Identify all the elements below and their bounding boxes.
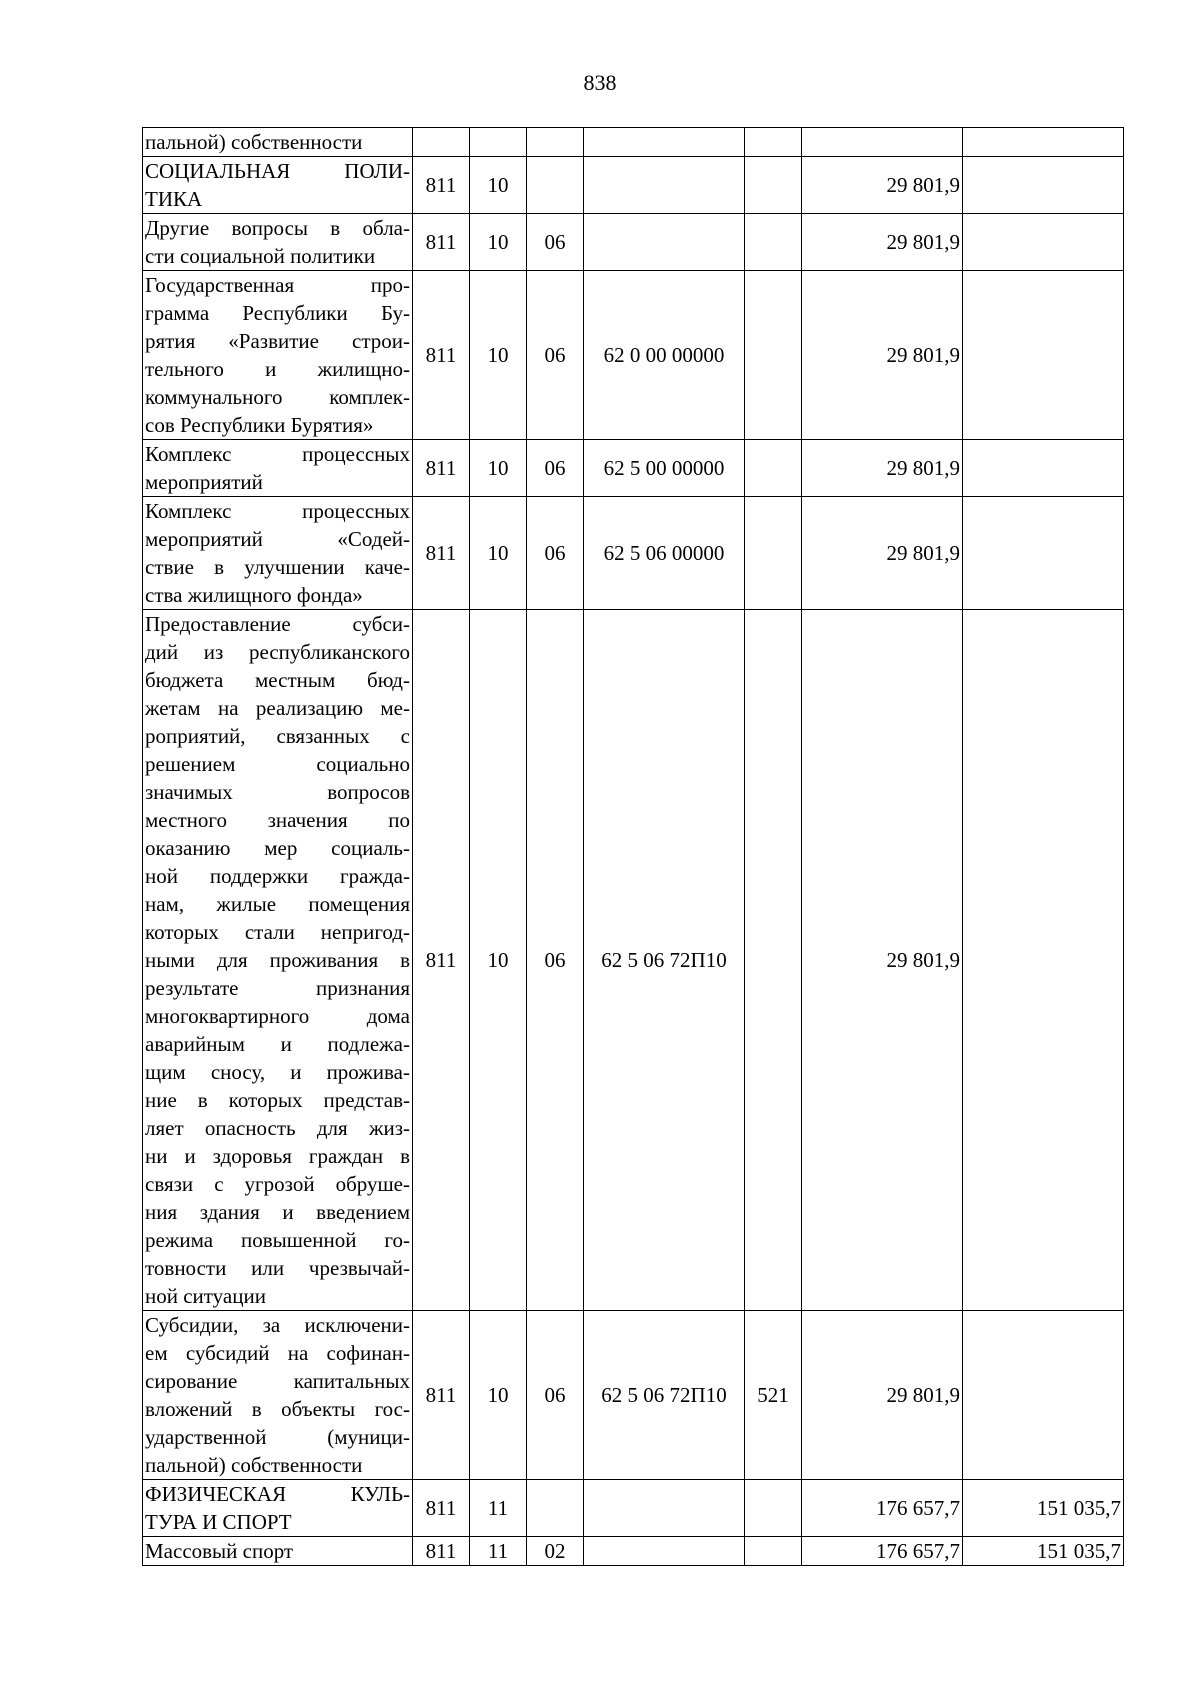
page-number: 838	[583, 70, 617, 95]
code-expense-type-cell	[745, 214, 802, 271]
code-ministry-cell: 811	[413, 1480, 470, 1537]
row-name-line: вложений в объекты гос-	[145, 1397, 410, 1421]
row-name-line: товности или чрезвычай-	[145, 1256, 410, 1280]
table-row	[143, 128, 1124, 157]
code-target-article-cell: 62 5 06 72П10	[584, 1311, 745, 1480]
row-name-line: аварийным и подлежа-	[145, 1032, 410, 1056]
code-target-article-cell: 62 5 06 72П10	[584, 610, 745, 1311]
code-target-article-cell	[584, 157, 745, 214]
code-section-cell: 11	[470, 1480, 527, 1537]
code-subsection-cell: 06	[527, 271, 584, 440]
code-ministry-cell: 811	[413, 157, 470, 214]
code-expense-type-cell: 521	[745, 1311, 802, 1480]
code-target-article-cell	[584, 128, 745, 157]
code-ministry-cell: 811	[413, 214, 470, 271]
code-section-cell: 10	[470, 610, 527, 1311]
code-expense-type-cell	[745, 610, 802, 1311]
code-ministry-cell: 811	[413, 440, 470, 497]
code-subsection-cell: 06	[527, 610, 584, 1311]
amount-year-2-cell	[963, 128, 1124, 157]
amount-year-1-cell: 29 801,9	[802, 214, 963, 271]
code-expense-type-cell	[745, 440, 802, 497]
table-row	[143, 1537, 1124, 1566]
code-target-article-cell	[584, 1480, 745, 1537]
row-name-line: нам, жилые помещения	[145, 892, 410, 916]
amount-year-2-cell: 151 035,7	[963, 1537, 1124, 1566]
row-name-line: дий из республиканского	[145, 640, 410, 664]
code-section-cell: 10	[470, 497, 527, 610]
row-name-cell	[143, 610, 413, 1311]
row-name-line: жетам на реализацию ме-	[145, 696, 410, 720]
row-name-line: режима повышенной го-	[145, 1228, 410, 1252]
row-name-line: Комплекс процессных	[145, 499, 410, 523]
row-name-line: ние в которых представ-	[145, 1088, 410, 1112]
row-name-line: ем субсидий на софинан-	[145, 1341, 410, 1365]
table-row	[143, 610, 1124, 1311]
row-name-line: грамма Республики Бу-	[145, 301, 410, 325]
amount-year-1-cell: 176 657,7	[802, 1537, 963, 1566]
row-name-cell	[143, 1537, 413, 1566]
table-row	[143, 497, 1124, 610]
amount-year-2-cell	[963, 497, 1124, 610]
code-section-cell: 10	[470, 214, 527, 271]
code-ministry-cell: 811	[413, 1537, 470, 1566]
row-name-line: Массовый спорт	[145, 1539, 294, 1563]
row-name-cell	[143, 128, 413, 157]
row-name-line: ни и здоровья граждан в	[145, 1144, 410, 1168]
code-expense-type-cell	[745, 271, 802, 440]
row-name-cell	[143, 271, 413, 440]
row-name-line: пальной) собственности	[145, 130, 363, 154]
row-name-line: Субсидии, за исключени-	[145, 1313, 410, 1337]
code-ministry-cell: 811	[413, 271, 470, 440]
code-subsection-cell: 02	[527, 1537, 584, 1566]
code-ministry-cell: 811	[413, 497, 470, 610]
code-subsection-cell	[527, 128, 584, 157]
row-name-line: рятия «Развитие строи-	[145, 329, 410, 353]
code-section-cell: 10	[470, 271, 527, 440]
amount-year-2-cell	[963, 1311, 1124, 1480]
code-expense-type-cell	[745, 497, 802, 610]
row-name-cell	[143, 214, 413, 271]
row-name-line: Другие вопросы в обла-	[145, 216, 410, 240]
row-name-line: ния здания и введением	[145, 1200, 410, 1224]
table-row	[143, 440, 1124, 497]
row-name-line: ударственной (муници-	[145, 1425, 410, 1449]
row-name-line: которых стали непригод-	[145, 920, 410, 944]
amount-year-2-cell	[963, 610, 1124, 1311]
row-name-line: бюджета местным бюд-	[145, 668, 410, 692]
row-name-line: результате признания	[145, 976, 410, 1000]
amount-year-2-cell	[963, 214, 1124, 271]
row-name-line: сти социальной политики	[145, 244, 376, 268]
row-name-cell	[143, 440, 413, 497]
row-name-line: СОЦИАЛЬНАЯ ПОЛИ-	[145, 159, 410, 183]
code-target-article-cell	[584, 1537, 745, 1566]
row-name-line: ными для проживания в	[145, 948, 410, 972]
code-target-article-cell: 62 0 00 00000	[584, 271, 745, 440]
row-name-line: мероприятий «Содей-	[145, 527, 410, 551]
row-name-line: коммунального комплек-	[145, 385, 410, 409]
row-name-line: ТИКА	[145, 187, 203, 211]
amount-year-2-cell	[963, 440, 1124, 497]
code-target-article-cell: 62 5 00 00000	[584, 440, 745, 497]
code-expense-type-cell	[745, 1537, 802, 1566]
row-name-line: ТУРА И СПОРТ	[145, 1510, 292, 1534]
amount-year-1-cell: 176 657,7	[802, 1480, 963, 1537]
code-subsection-cell	[527, 1480, 584, 1537]
code-target-article-cell	[584, 214, 745, 271]
row-name-line: ляет опасность для жиз-	[145, 1116, 410, 1140]
amount-year-1-cell: 29 801,9	[802, 440, 963, 497]
code-ministry-cell	[413, 128, 470, 157]
code-expense-type-cell	[745, 1480, 802, 1537]
row-name-cell	[143, 157, 413, 214]
amount-year-1-cell: 29 801,9	[802, 610, 963, 1311]
code-subsection-cell: 06	[527, 214, 584, 271]
amount-year-2-cell: 151 035,7	[963, 1480, 1124, 1537]
row-name-cell	[143, 1311, 413, 1480]
row-name-line: мероприятий	[145, 470, 263, 494]
code-section-cell: 10	[470, 157, 527, 214]
row-name-line: сов Республики Бурятия»	[145, 413, 374, 437]
code-ministry-cell: 811	[413, 610, 470, 1311]
amount-year-1-cell: 29 801,9	[802, 271, 963, 440]
row-name-line: ной поддержки гражда-	[145, 864, 410, 888]
amount-year-1-cell: 29 801,9	[802, 1311, 963, 1480]
row-name-line: Комплекс процессных	[145, 442, 410, 466]
row-name-line: ной ситуации	[145, 1284, 266, 1308]
code-subsection-cell: 06	[527, 497, 584, 610]
row-name-line: значимых вопросов	[145, 780, 410, 804]
code-section-cell	[470, 128, 527, 157]
row-name-line: тельного и жилищно-	[145, 357, 410, 381]
amount-year-2-cell	[963, 271, 1124, 440]
row-name-line: многоквартирного дома	[145, 1004, 410, 1028]
row-name-line: ФИЗИЧЕСКАЯ КУЛЬ-	[145, 1482, 410, 1506]
code-ministry-cell: 811	[413, 1311, 470, 1480]
code-expense-type-cell	[745, 157, 802, 214]
table-row	[143, 1311, 1124, 1480]
row-name-cell	[143, 497, 413, 610]
table-row	[143, 1480, 1124, 1537]
amount-year-1-cell	[802, 128, 963, 157]
budget-table-body	[143, 128, 1124, 1566]
row-name-line: оказанию мер социаль-	[145, 836, 410, 860]
row-name-line: роприятий, связанных с	[145, 724, 410, 748]
code-subsection-cell	[527, 157, 584, 214]
row-name-cell	[143, 1480, 413, 1537]
row-name-line: сирование капитальных	[145, 1369, 410, 1393]
row-name-line: пальной) собственности	[145, 1453, 363, 1477]
row-name-line: Государственная про-	[145, 273, 410, 297]
code-section-cell: 11	[470, 1537, 527, 1566]
table-row	[143, 157, 1124, 214]
row-name-line: ства жилищного фонда»	[145, 583, 363, 607]
code-subsection-cell: 06	[527, 1311, 584, 1480]
row-name-line: ствие в улучшении каче-	[145, 555, 410, 579]
code-section-cell: 10	[470, 440, 527, 497]
table-row	[143, 271, 1124, 440]
row-name-line: связи с угрозой обруше-	[145, 1172, 410, 1196]
code-subsection-cell: 06	[527, 440, 584, 497]
amount-year-2-cell	[963, 157, 1124, 214]
code-expense-type-cell	[745, 128, 802, 157]
amount-year-1-cell: 29 801,9	[802, 157, 963, 214]
row-name-line: решением социально	[145, 752, 410, 776]
row-name-line: Предоставление субси-	[145, 612, 410, 636]
code-target-article-cell: 62 5 06 00000	[584, 497, 745, 610]
row-name-line: местного значения по	[145, 808, 410, 832]
amount-year-1-cell: 29 801,9	[802, 497, 963, 610]
table-row	[143, 214, 1124, 271]
budget-table	[142, 127, 1124, 1566]
row-name-line: щим сносу, и прожива-	[145, 1060, 410, 1084]
code-section-cell: 10	[470, 1311, 527, 1480]
